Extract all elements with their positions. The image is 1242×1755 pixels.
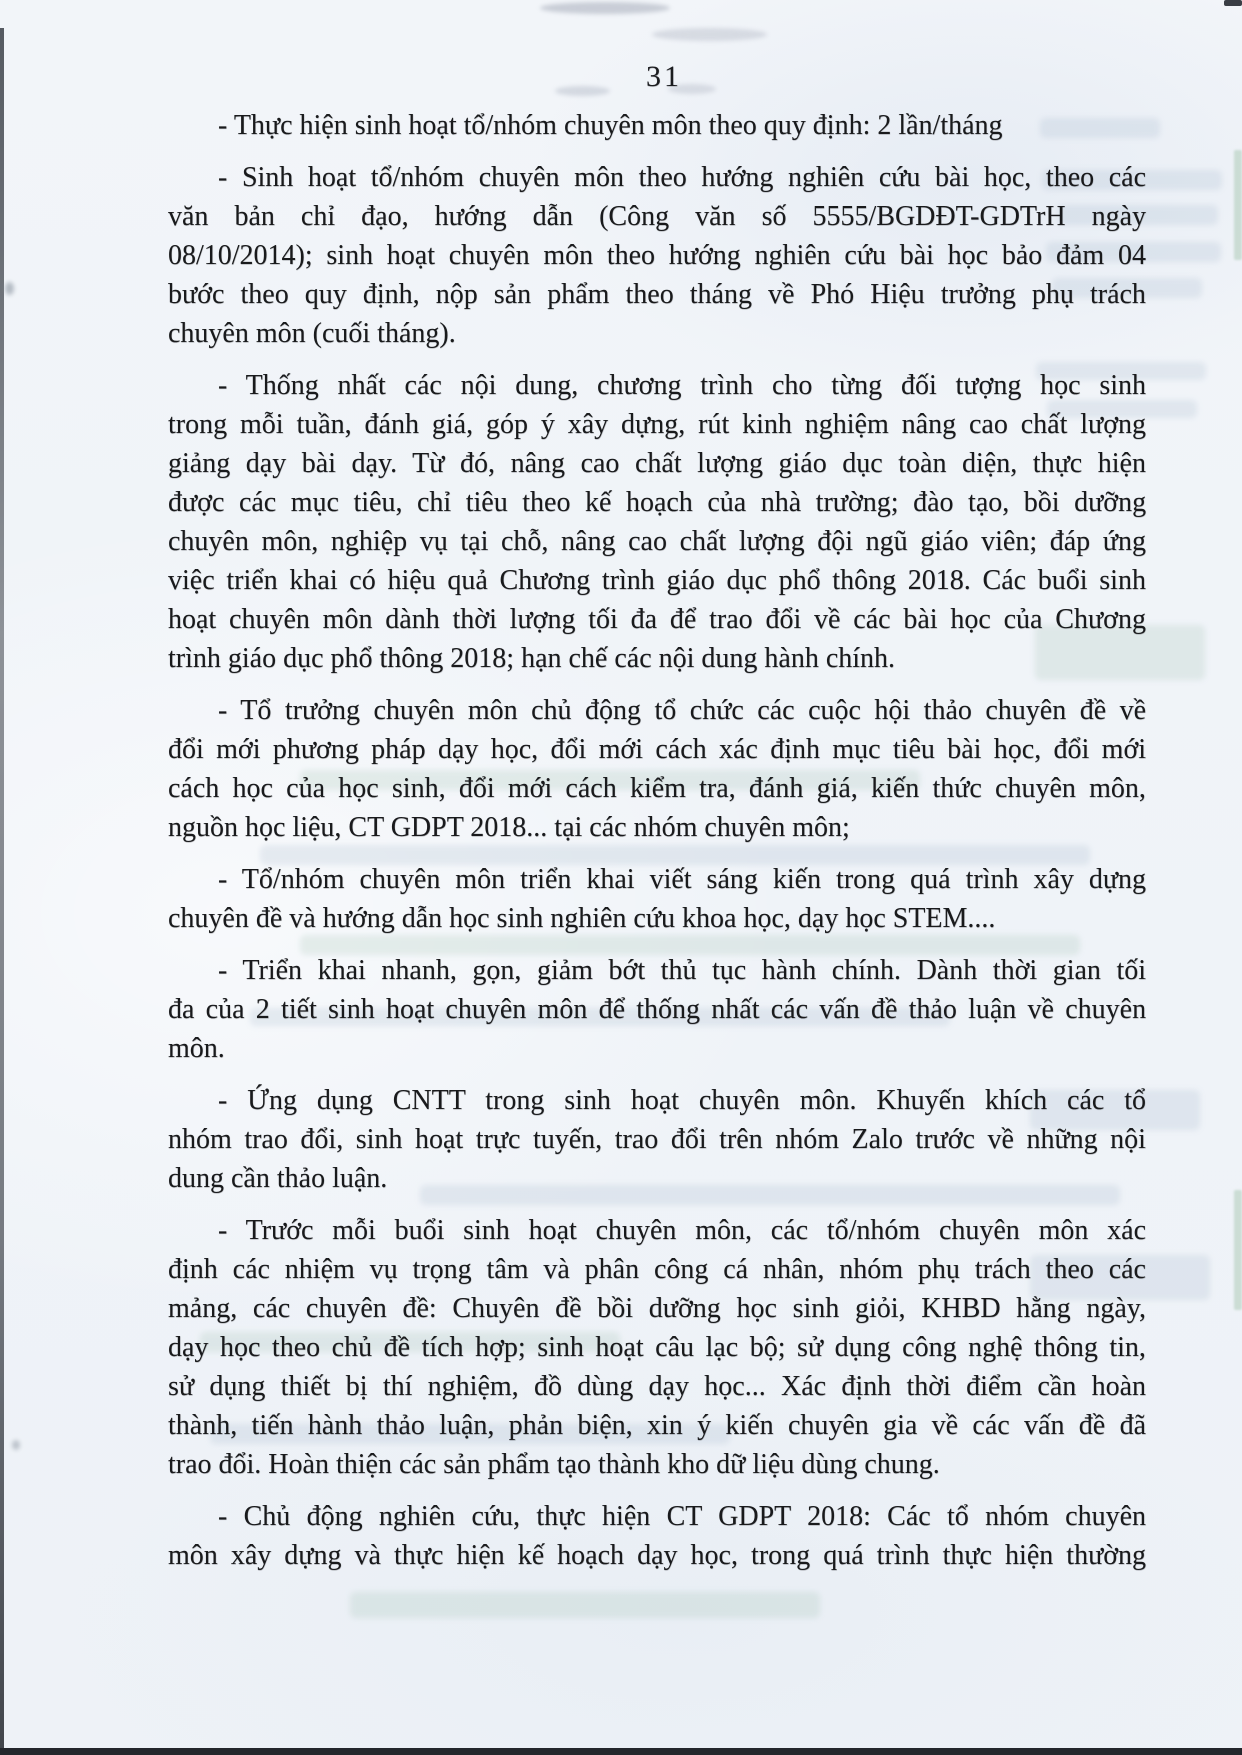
scan-speck xyxy=(12,1440,20,1450)
text-line: việc triển khai có hiệu quả Chương trình giáo dục phổ thông 2018. Các buổi sinh xyxy=(168,565,1146,596)
text-line: - Tổ/nhóm chuyên môn triển khai viết sáng kiến trong quá trình xây dựng xyxy=(218,864,1147,895)
text-line: sử dụng thiết bị thí nghiệm, đồ dùng dạy học... Xác định thời điểm cần hoàn xyxy=(168,1371,1147,1402)
paragraph xyxy=(168,366,1146,678)
text-line: - Ứng dụng CNTT trong sinh hoạt chuyên môn. Khuyến khích các tổ xyxy=(218,1085,1146,1116)
page-number: 31 xyxy=(646,60,682,93)
text-line: - Tổ trưởng chuyên môn chủ động tổ chức các cuộc hội thảo chuyên đề về xyxy=(218,695,1147,726)
text-line: nguồn học liệu, CT GDPT 2018... tại các nhóm chuyên môn; xyxy=(168,812,850,843)
text-line: dung cần thảo luận. xyxy=(168,1163,388,1194)
text-line: chuyên đề và hướng dẫn học sinh nghiên cứu khoa học, dạy học STEM.... xyxy=(168,903,996,934)
scan-edge-color-sliver xyxy=(1234,150,1242,260)
scan-corner-mark xyxy=(1224,0,1242,6)
text-line: giảng dạy bài dạy. Từ đó, nâng cao chất lượng giáo dục toàn diện, thực hiện xyxy=(168,448,1146,479)
paragraph xyxy=(168,106,1146,145)
text-line: nhóm trao đổi, sinh hoạt trực tuyến, trao đổi trên nhóm Zalo trước về những nội xyxy=(168,1124,1146,1155)
text-line: - Thống nhất các nội dung, chương trình cho từng đối tượng học sinh xyxy=(218,370,1147,401)
text-line: bước theo quy định, nộp sản phẩm theo tháng về Phó Hiệu trưởng phụ trách xyxy=(168,279,1146,310)
scan-edge-artifact-bottom xyxy=(0,1748,1242,1755)
text-line: được các mục tiêu, chỉ tiêu theo kế hoạch của nhà trường; đào tạo, bồi dưỡng xyxy=(168,487,1147,518)
text-line: hoạt chuyên môn dành thời lượng tối đa để trao đổi về các bài học của Chương xyxy=(168,604,1146,635)
text-line: trong mỗi tuần, đánh giá, góp ý xây dựng, rút kinh nghiệm nâng cao chất lượng xyxy=(168,409,1147,440)
paragraph xyxy=(168,1081,1146,1198)
text-line: - Thực hiện sinh hoạt tổ/nhóm chuyên môn theo quy định: 2 lần/tháng xyxy=(218,110,1003,141)
text-line: thành, tiến hành thảo luận, phản biện, xin ý kiến chuyên gia về các vấn đề đã xyxy=(168,1410,1146,1441)
text-line: mảng, các chuyên đề: Chuyên đề bồi dưỡng học sinh giỏi, KHBD hằng ngày, xyxy=(168,1293,1146,1324)
text-line: đổi mới phương pháp dạy học, đổi mới cách xác định mục tiêu bài học, đổi mới xyxy=(168,734,1147,765)
scan-smudge xyxy=(652,28,767,41)
paragraph xyxy=(168,691,1146,847)
bleed-through-mark xyxy=(350,1592,820,1618)
text-line: - Trước mỗi buổi sinh hoạt chuyên môn, các tổ/nhóm chuyên môn xác xyxy=(218,1215,1146,1246)
text-line: đa của 2 tiết sinh hoạt chuyên môn để thống nhất các vấn đề thảo luận về chuyên xyxy=(168,994,1147,1025)
text-line: - Chủ động nghiên cứu, thực hiện CT GDPT 2018: Các tổ nhóm chuyên xyxy=(218,1501,1147,1532)
document-body xyxy=(168,106,1146,1588)
paragraph xyxy=(168,1497,1146,1575)
text-line: - Sinh hoạt tổ/nhóm chuyên môn theo hướng nghiên cứu bài học, theo các xyxy=(218,162,1147,193)
paragraph xyxy=(168,860,1146,938)
paragraph xyxy=(168,158,1146,353)
text-line: môn xây dựng và thực hiện kế hoạch dạy học, trong quá trình thực hiện thường xyxy=(168,1540,1147,1571)
text-line: môn. xyxy=(168,1033,225,1064)
text-line: định các nhiệm vụ trọng tâm và phân công cá nhân, nhóm phụ trách theo các xyxy=(168,1254,1146,1285)
text-line: văn bản chỉ đạo, hướng dẫn (Công văn số 5555/BGDĐT-GDTrH ngày xyxy=(168,201,1147,232)
paragraph xyxy=(168,1211,1146,1484)
text-line: - Triển khai nhanh, gọn, giảm bớt thủ tục hành chính. Dành thời gian tối xyxy=(218,955,1147,986)
text-line: 08/10/2014); sinh hoạt chuyên môn theo hướng nghiên cứu bài học bảo đảm 04 xyxy=(168,240,1146,271)
scan-edge-color-sliver xyxy=(1234,1190,1242,1310)
text-line: trình giáo dục phổ thông 2018; hạn chế các nội dung hành chính. xyxy=(168,643,896,674)
text-line: dạy học theo chủ đề tích hợp; sinh hoạt câu lạc bộ; sử dụng công nghệ thông tin, xyxy=(168,1332,1146,1363)
paragraph xyxy=(168,951,1146,1068)
text-line: chuyên môn, nghiệp vụ tại chỗ, nâng cao chất lượng đội ngũ giáo viên; đáp ứng xyxy=(168,526,1146,557)
scan-smudge xyxy=(540,2,670,14)
text-line: chuyên môn (cuối tháng). xyxy=(168,318,456,349)
scan-speck xyxy=(5,282,14,295)
text-line: trao đổi. Hoàn thiện các sản phẩm tạo thành kho dữ liệu dùng chung. xyxy=(168,1449,940,1480)
scan-smudge xyxy=(555,86,610,96)
scan-edge-artifact-left xyxy=(0,28,4,1755)
text-line: cách học của học sinh, đổi mới cách kiểm tra, đánh giá, kiến thức chuyên môn, xyxy=(168,773,1146,804)
